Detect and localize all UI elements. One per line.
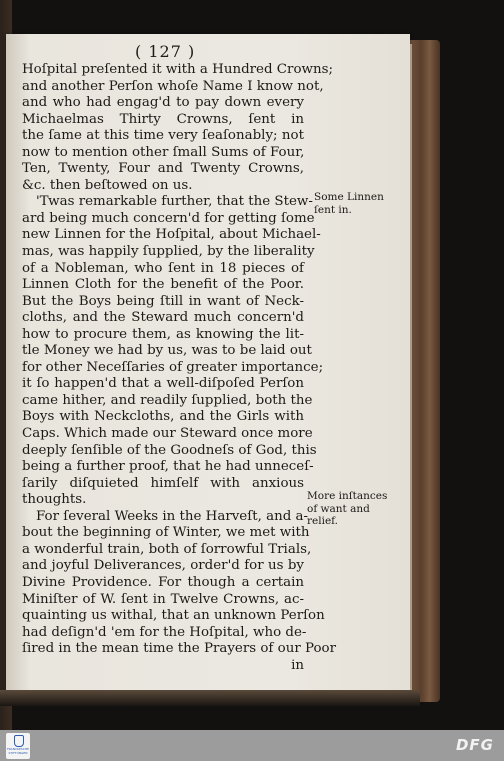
text-line: Michaelmas Thirty Crowns, ſent in bbox=[22, 111, 304, 127]
margin-note-linnen bbox=[314, 191, 384, 216]
text-line: Caps. Which made our Steward once more bbox=[22, 426, 313, 442]
text-line: thoughts. bbox=[22, 492, 87, 508]
text-line: ſired in the mean time the Prayers of our Poor bbox=[22, 641, 336, 657]
text-line: cloths, and the Steward much concern'd bbox=[22, 310, 304, 326]
text-line: ſarily diſquieted himſelf with anxious bbox=[22, 475, 304, 491]
text-line: ard being much concern'd for getting ſome bbox=[22, 210, 315, 226]
text-line: &c. then beſtowed on us. bbox=[22, 177, 193, 193]
text-line: and another Perſon whoſe Name I know not, bbox=[22, 78, 324, 94]
margin-note-line: More inſtances bbox=[307, 490, 388, 502]
text-line: For ſeveral Weeks in the Harveſt, and a- bbox=[36, 508, 309, 524]
text-line: deeply ſenſible of the Goodneſs of God, this bbox=[22, 442, 317, 458]
margin-note-instances bbox=[307, 490, 387, 528]
text-line: mas, was happily ſupplied, by the liberality bbox=[22, 244, 315, 260]
margin-note-line: of want and bbox=[307, 502, 370, 515]
text-line: in bbox=[291, 657, 304, 673]
text-line: and who had engag'd to pay down every bbox=[22, 95, 304, 111]
text-line: for other Neceſſaries of greater importance; bbox=[22, 359, 324, 375]
text-line: Miniſter of W. ſent in Twelve Crowns, ac- bbox=[22, 591, 304, 607]
text-line: had deſign'd 'em for the Hoſpital, who de- bbox=[22, 624, 307, 640]
text-line: of a Nobleman, who ſent in 18 pieces of bbox=[22, 260, 304, 276]
text-line: 'Twas remarkable further, that the Stew- bbox=[36, 194, 313, 210]
text-line: quainting us withal, that an unknown Perſon bbox=[22, 608, 325, 624]
text-line: how to procure them, as knowing the lit- bbox=[22, 326, 304, 342]
institution-logo[interactable] bbox=[6, 733, 30, 759]
text-line: it ſo happen'd that a well-diſpoſed Perſon bbox=[22, 376, 304, 392]
text-line: the ſame at this time very ſeaſonably; not bbox=[22, 128, 304, 144]
text-line: Ten, Twenty, Four and Twenty Crowns, bbox=[22, 161, 304, 177]
text-line: new Linnen for the Hoſpital, about Michael- bbox=[22, 227, 321, 243]
text-line: came hither, and readily ſupplied, both the bbox=[22, 392, 313, 408]
text-line: a wonderful train, both of ſorrowful Trials, bbox=[22, 541, 312, 557]
page-number: ( 127 ) bbox=[135, 42, 196, 61]
text-line: Linnen Cloth for the benefit of the Poor. bbox=[22, 277, 304, 293]
logo-emblem-icon bbox=[14, 735, 24, 747]
margin-note-line: relief. bbox=[307, 515, 339, 527]
viewer-footer-bar bbox=[0, 730, 504, 761]
page-bottom-shadow bbox=[0, 690, 420, 706]
text-line: Divine Providence. For though a certain bbox=[22, 574, 304, 590]
text-line: being a further proof, that he had unneceſ- bbox=[22, 459, 314, 475]
text-line: But the Boys being ſtill in want of Neck- bbox=[22, 293, 304, 309]
text-line: Boys with Neckcloths, and the Girls with bbox=[22, 409, 304, 425]
text-line: bout the beginning of Winter, we met with bbox=[22, 525, 310, 541]
text-line: Hoſpital preſented it with a Hundred Crowns; bbox=[22, 62, 333, 77]
logo-text: FRANCKESCHE STIFTUNGEN bbox=[6, 747, 30, 755]
margin-note-line: ſent in. bbox=[314, 203, 352, 216]
text-line: and joyful Deliverances, order'd for us by bbox=[22, 558, 304, 574]
text-line: tle Money we had by us, was to be laid out bbox=[22, 343, 312, 359]
margin-note-line: Some Linnen bbox=[314, 191, 384, 203]
dfg-logo[interactable]: DFG bbox=[455, 736, 494, 754]
text-line: now to mention other ſmall Sums of Four, bbox=[22, 144, 305, 160]
